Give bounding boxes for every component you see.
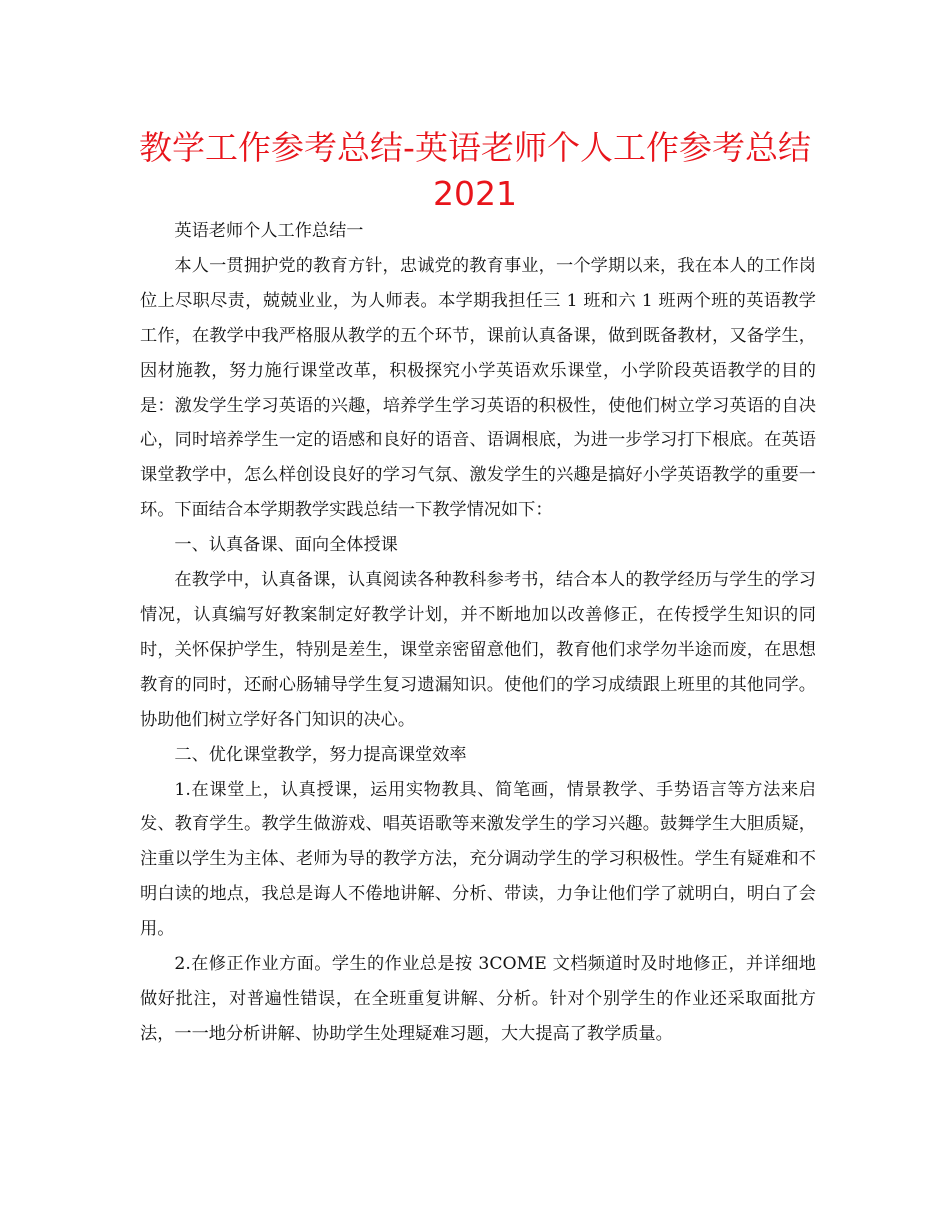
subtitle: 英语老师个人工作总结一 [174,221,364,241]
title-line-2: 2021 [433,174,517,213]
section-1-heading: 一、认真备课、面向全体授课 [174,535,398,556]
section-1-paragraph: 在教学中，认真备课，认真阅读各种教科参考书，结合本人的教学经历与学生的学习情况，认真编写好教案制定好教学计划，并不断地加以改善修正，在传授学生知识的同时，关怀保护学生，特别是差生，课堂亲密留意他们，教育他们求学勿半途而废，在思想教育的同时，还耐心肠辅导学生复习遗漏知识。使他们的学习成绩跟上班里的其他同学。协助他们树立学好各门知识的决心。 [140,570,816,730]
section-2-item-1: 1.在课堂上，认真授课，运用实物教具、简笔画，情景教学、手势语言等方法来启发、教育学生。教学生做游戏、唱英语歌等来激发学生的学习兴趣。鼓舞学生大胆质疑，注重以学生为主体、老师为导的教学方法，充分调动学生的学习积极性。学生有疑难和不明白读的地点，我总是诲人不倦地讲解、分析、带读，力争让他们学了就明白，明白了会用。 [140,779,816,940]
title-line-1: 教学工作参考总结-英语老师个人工作参考总结 [139,128,811,167]
intro-paragraph: 本人一贯拥护党的教育方针，忠诚党的教育事业，一个学期以来，我在本人的工作岗位上尽职尽责，兢兢业业，为人师表。本学期我担任三 1 班和六 1 班两个班的英语教学工作，在教学中我严格服从教学的五个环节，课前认真备课，做到既备教材，又备学生，因材施教，努力施行课堂改革，积极探究小学英语欢乐课堂，小学阶段英语教学的目的是：激发学生学习英语的兴趣，培养学生学习英语的积极性，使他们树立学习英语的自决心，同时培养学生一定的语感和良好的语音、语调根底，为进一步学习打下根底。在英语课堂教学中，怎么样创设良好的学习气氛、激发学生的兴趣是搞好小学英语教学的重要一环。下面结合本学期教学实践总结一下教学情况如下： [140,255,816,521]
section-2-item-2: 2.在修正作业方面。学生的作业总是按 3COME 文档频道时及时地修正，并详细地做好批注，对普遍性错误，在全班重复讲解、分析。针对个别学生的作业还采取面批方法，一一地分析讲解、协助学生处理疑难习题，大大提高了教学质量。 [140,954,816,1044]
document-body [140,214,816,1052]
section-2-heading: 二、优化课堂教学，努力提高课堂效率 [174,744,467,765]
document-title [100,125,850,217]
